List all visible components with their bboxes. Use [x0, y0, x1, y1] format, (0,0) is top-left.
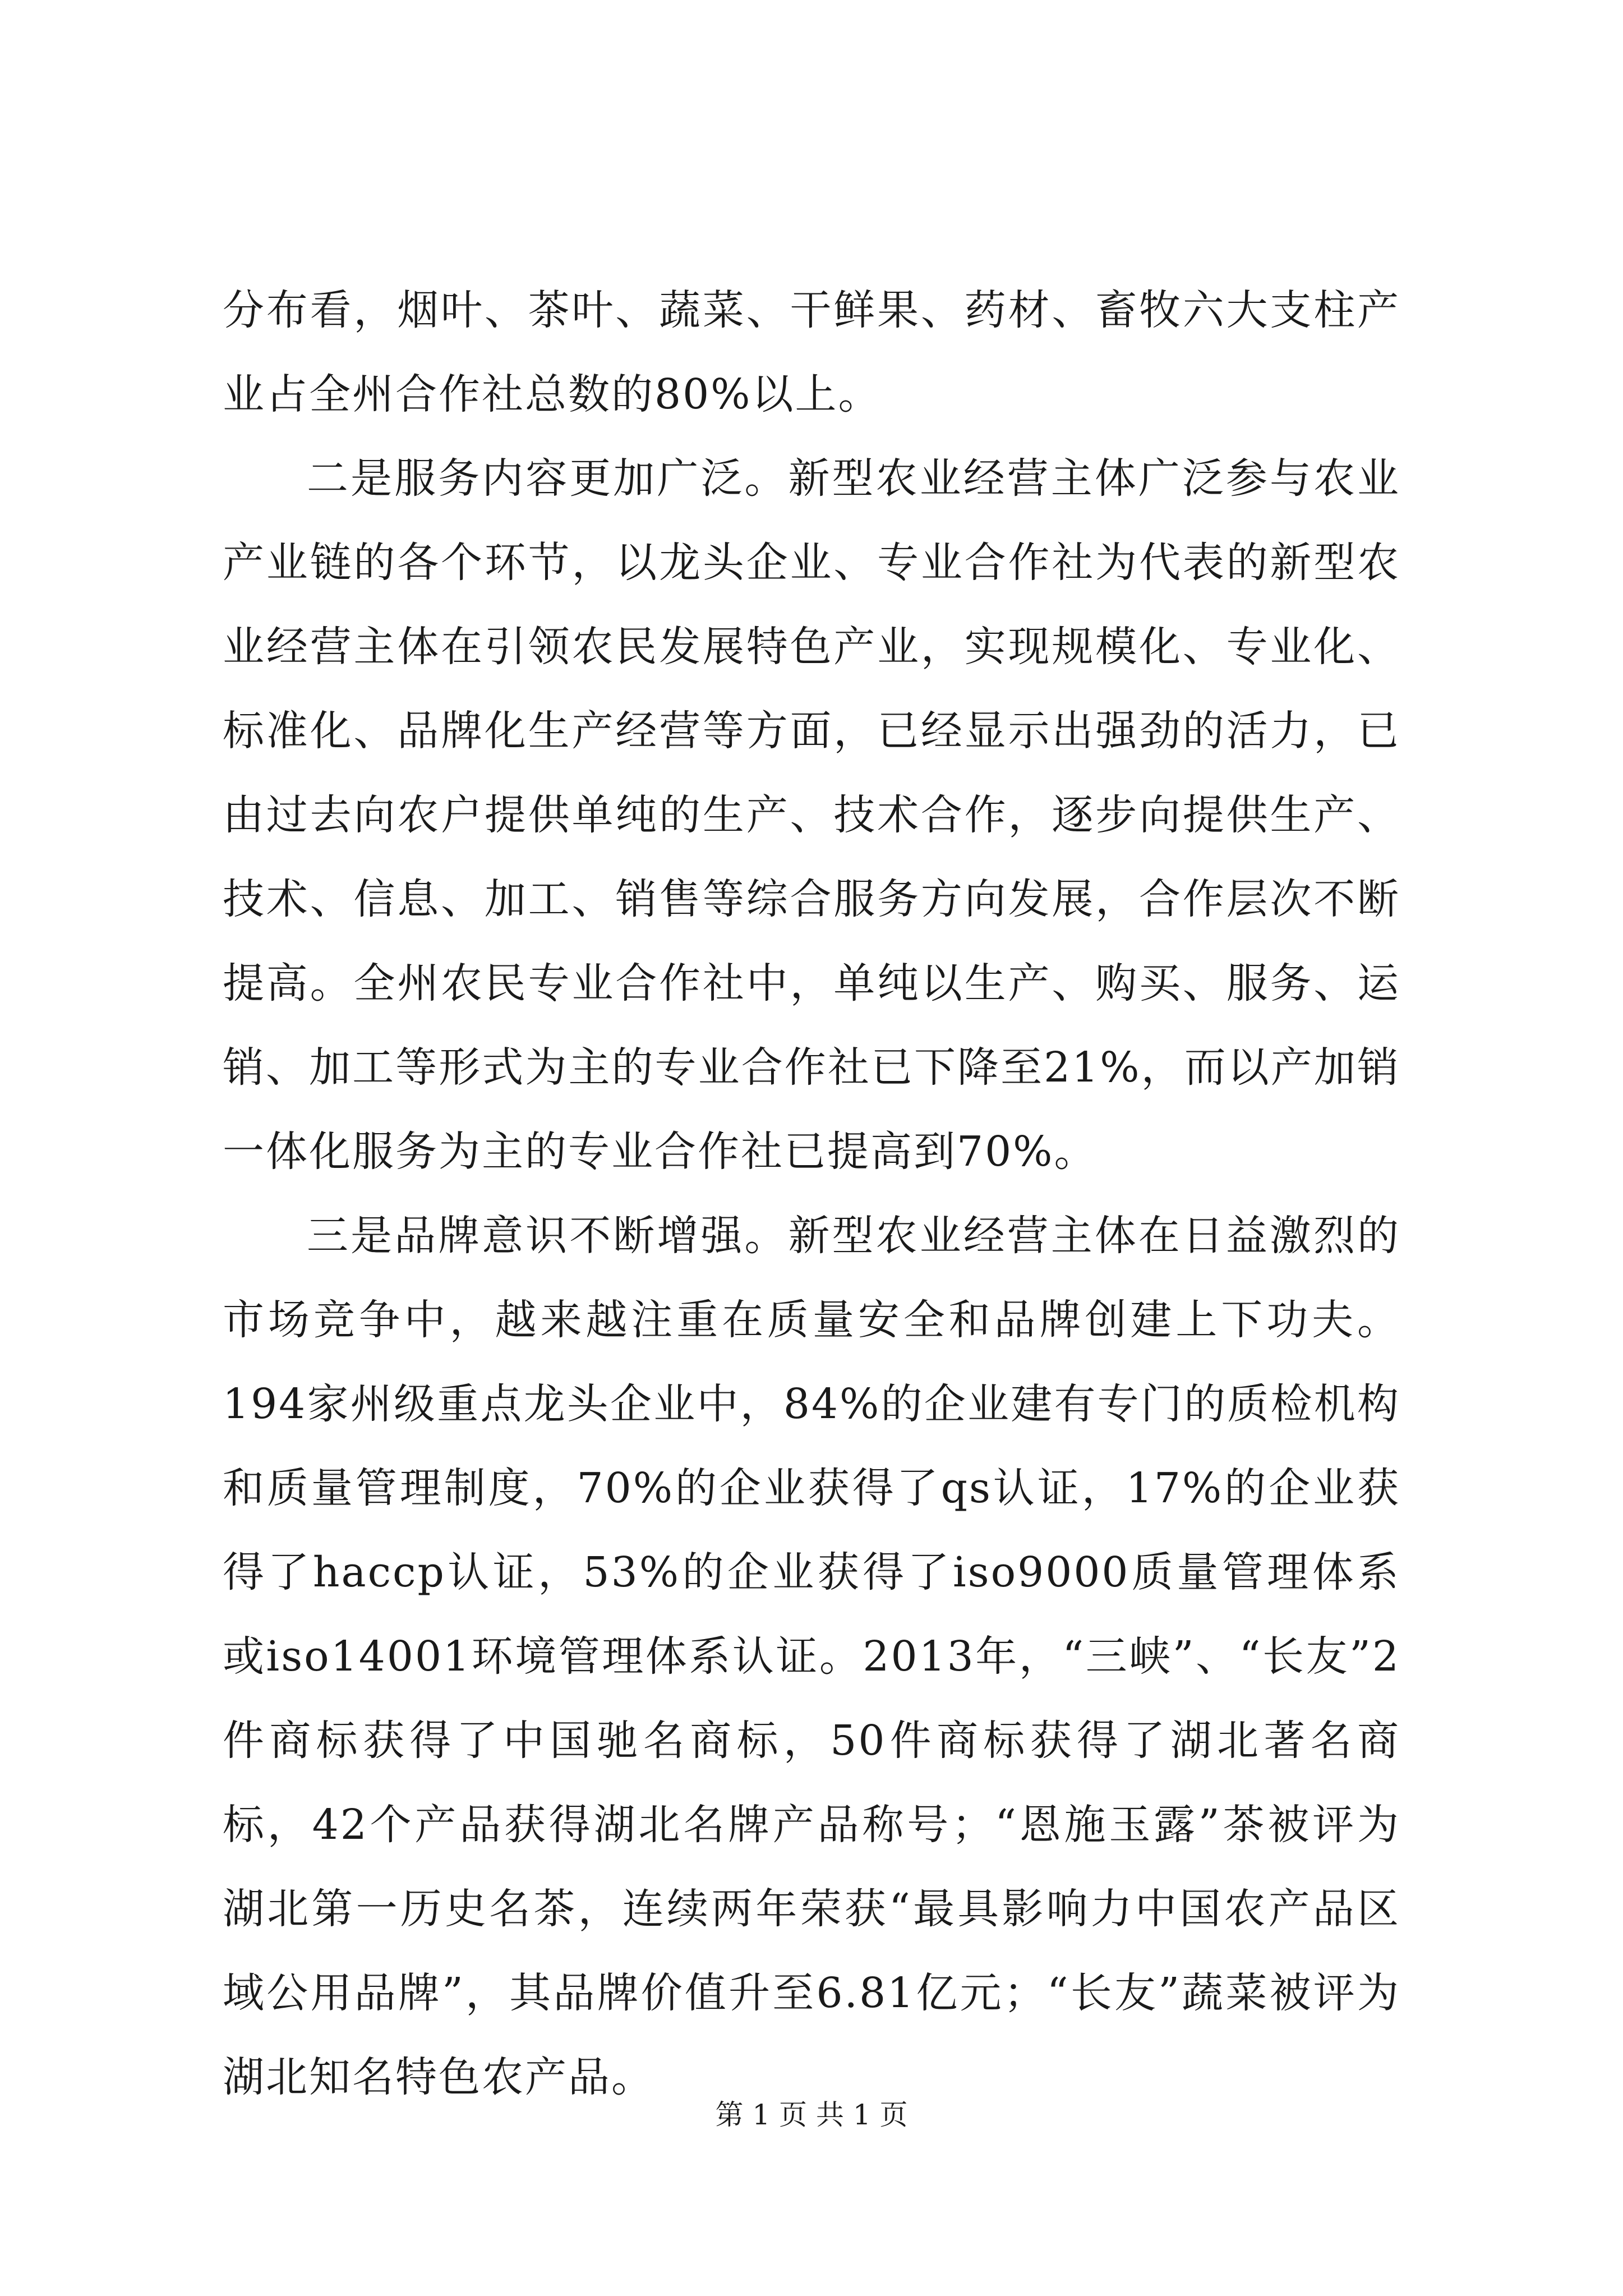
document-body	[223, 268, 1400, 2119]
paragraph-2: 二是服务内容更加广泛。新型农业经营主体广泛参与农业产业链的各个环节，以龙头企业、专业合作社为代表的新型农业经营主体在引领农民发展特色产业，实现规模化、专业化、标准化、品牌化生产经营等方面，已经显示出强劲的活力，已由过去向农户提供单纯的生产、技术合作，逐步向提供生产、技术、信息、加工、销售等综合服务方向发展，合作层次不断提高。全州农民专业合作社中，单纯以生产、购买、服务、运销、加工等形式为主的专业合作社已下降至21%，而以产加销一体化服务为主的专业合作社已提高到70%。	[223, 454, 1400, 1176]
paragraph-1: 分布看，烟叶、茶叶、蔬菜、干鲜果、药材、畜牧六大支柱产业占全州合作社总数的80%以上。	[223, 286, 1400, 418]
page-footer	[0, 2095, 1623, 2134]
page-number-label: 第 1 页 共 1 页	[715, 2099, 908, 2131]
paragraph-3: 三是品牌意识不断增强。新型农业经营主体在日益激烈的市场竞争中，越来越注重在质量安全和品牌创建上下功夫。194家州级重点龙头企业中，84%的企业建有专门的质检机构和质量管理制度，70%的企业获得了qs认证，17%的企业获得了haccp认证，53%的企业获得了iso9000质量管理体系或iso14001环境管理体系认证。2013年，“三峡”、“长友”2件商标获得了中国驰名商标，50件商标获得了湖北著名商标，42个产品获得湖北名牌产品称号；“恩施玉露”茶被评为湖北第一历史名茶，连续两年荣获“最具影响力中国农产品区域公用品牌”，其品牌价值升至6.81亿元；“长友”蔬菜被评为湖北知名特色农产品。	[223, 1212, 1400, 2101]
